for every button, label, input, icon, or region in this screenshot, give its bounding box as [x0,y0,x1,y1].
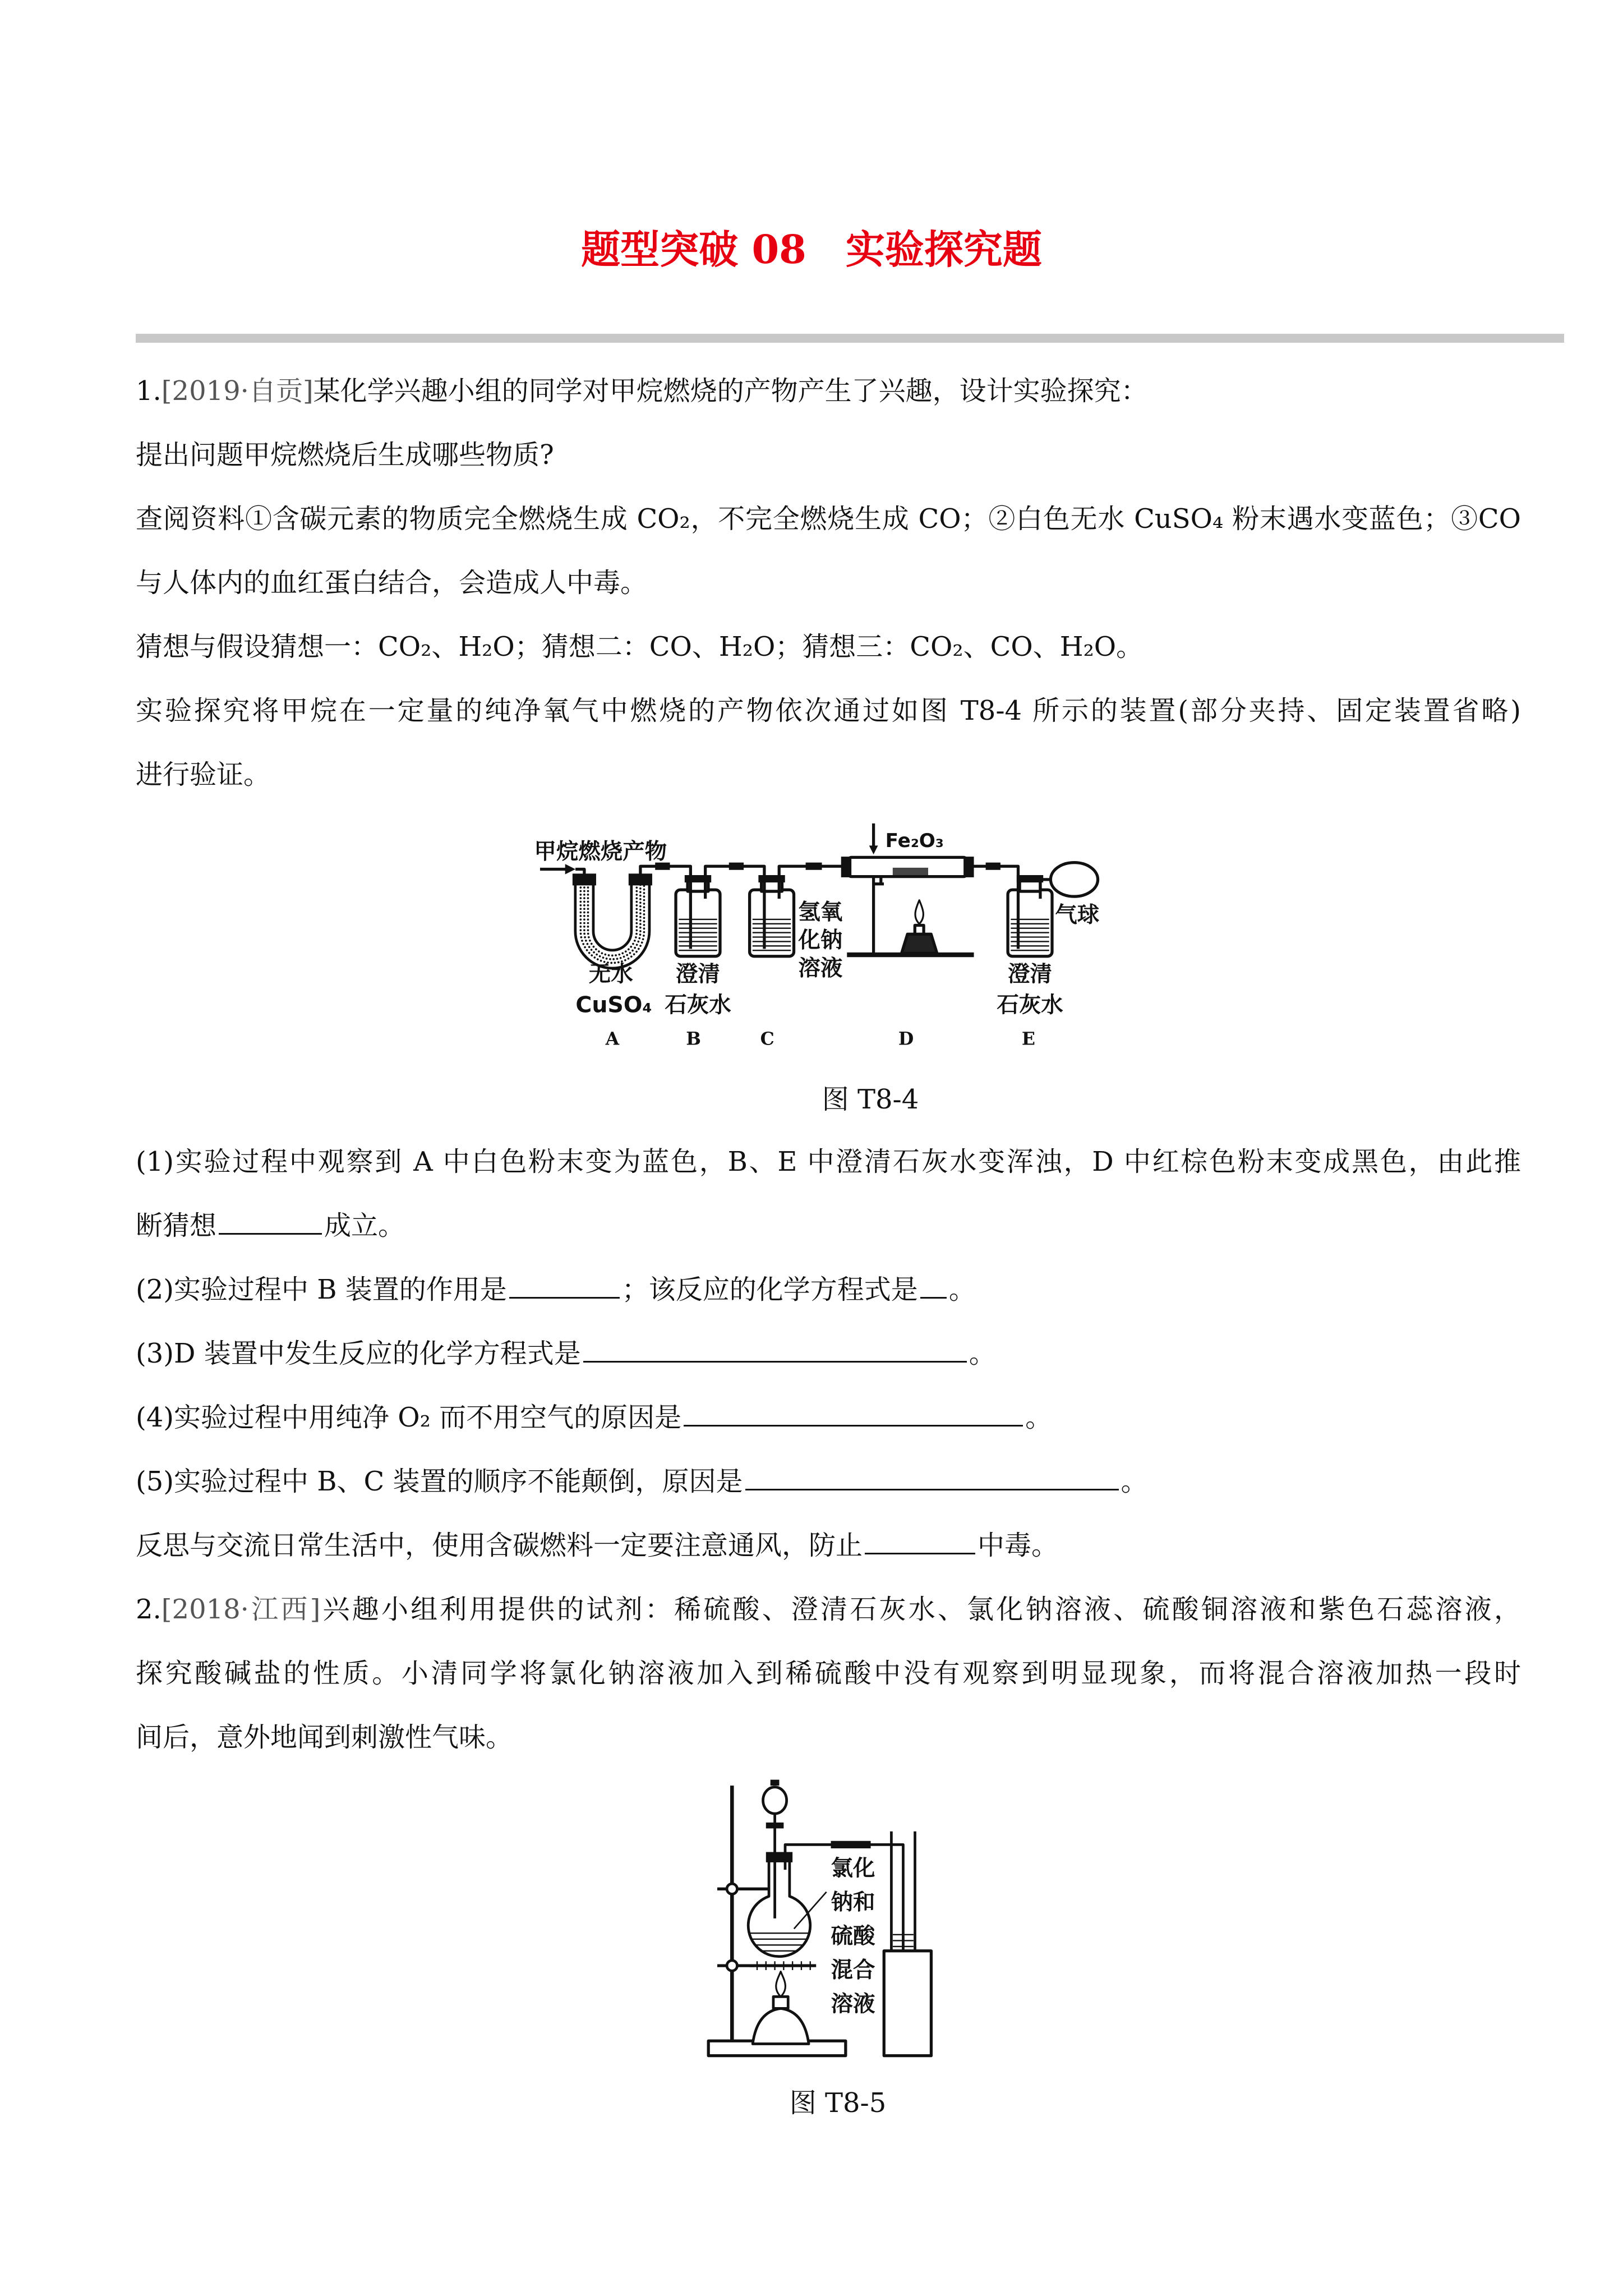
q1-info-line1: 查阅资料①含碳元素的物质完全燃烧生成 CO₂，不完全燃烧生成 CO；②白色无水 CuSO₄ 粉末遇水变蓝色；③CO [136,503,1521,535]
q1-sub4-after: 。 [1025,1402,1053,1433]
label-flask-4: 混合 [831,1957,875,1984]
letter-b: B [686,1028,701,1050]
figure-caption-t8-4: 图 T8-4 [822,1084,919,1115]
label-balloon: 气球 [1055,902,1100,928]
answer-blank [920,1274,947,1299]
q1-sub1-after: 成立。 [324,1210,405,1241]
label-flask-5: 溶液 [831,1991,875,2017]
q2-line2: 探究酸碱盐的性质。小清同学将氯化钠溶液加入到稀硫酸中没有观察到明显现象，而将混合溶液加热一段时 [136,1658,1521,1689]
q1-sub1-line1: (1)实验过程中观察到 A 中白色粉末变为蓝色，B、E 中澄清石灰水变浑浊，D 中红棕色粉末变成黑色，由此推 [136,1146,1521,1177]
page-title: 题型突破 08 实验探究题 [581,226,1042,273]
title-divider [136,334,1564,343]
flask-stopper [766,1852,792,1862]
q1-number: 1. [136,375,162,407]
label-a-2: CuSO₄ [575,992,652,1018]
q1-sub3-after: 。 [969,1338,996,1369]
q1-sub3 [136,1322,996,1386]
q1-problem: 提出问题甲烷燃烧后生成哪些物质? [136,439,554,471]
label-e-2: 石灰水 [997,992,1063,1018]
q1-line-intro [136,359,1148,423]
label-e-1: 澄清 [1008,961,1052,987]
label-flask-3: 硫酸 [831,1923,875,1949]
label-b-1: 澄清 [676,961,720,987]
label-fe2o3: Fe₂O₃ [885,829,944,852]
label-flask-2: 钠和 [831,1889,875,1916]
label-a-1: 无水 [588,961,633,987]
q1-sub1-line2 [136,1194,405,1258]
answer-blank [684,1402,1023,1427]
letter-d: D [898,1028,914,1050]
label-c-3: 溶液 [798,955,843,981]
q1-sub4 [136,1386,1052,1450]
q1-sub5-before: (5)实验过程中 B、C 装置的顺序不能颠倒，原因是 [136,1466,743,1497]
q2-line1-text: 兴趣小组利用提供的试剂：稀硫酸、澄清石灰水、氯化钠溶液、硫酸铜溶液和紫色石蕊溶液， [320,1594,1521,1625]
alcohol-lamp [753,1972,809,2044]
q1-sub4-before: (4)实验过程中用纯净 O₂ 而不用空气的原因是 [136,1402,682,1433]
wire-gauze [750,1961,816,1970]
q1-sub3-before: (3)D 装置中发生反应的化学方程式是 [136,1338,581,1369]
letter-c: C [760,1028,774,1050]
bottle-c [750,880,794,956]
q1-intro: 某化学兴趣小组的同学对甲烷燃烧的产物产生了兴趣，设计实验探究： [313,375,1148,407]
q1-sub5-after: 。 [1121,1466,1148,1497]
q1-source: [2019·自贡] [161,375,313,407]
q2-line1 [136,1577,1521,1641]
figure-t8-5-apparatus [701,1778,937,2066]
q1-hypothesis: 猜想与假设猜想一：CO₂、H₂O；猜想二：CO、H₂O；猜想三：CO₂、CO、H₂O。 [136,631,1144,662]
label-c-2: 化钠 [798,927,843,953]
q2-line3: 间后，意外地闻到刺激性气味。 [136,1722,513,1753]
label-input: 甲烷燃烧产物 [534,839,667,865]
answer-blank [219,1211,322,1235]
answer-blank [583,1338,967,1363]
bottle-e [1008,880,1052,956]
answer-blank [509,1274,620,1299]
q2-number: 2. [136,1594,162,1625]
letter-a: A [605,1028,620,1050]
q1-reflection [136,1513,1058,1577]
q1-sub5 [136,1450,1148,1513]
label-c-1: 氢氧 [798,899,843,925]
balloon [1050,863,1098,897]
q2-source: [2018·江西] [161,1594,321,1625]
q1-reflection-before: 反思与交流日常生活中，使用含碳燃料一定要注意通风，防止 [136,1530,863,1561]
q1-info-line2: 与人体内的血红蛋白结合，会造成人中毒。 [136,567,648,599]
q1-experiment-line1: 实验探究将甲烷在一定量的纯净氧气中燃烧的产物依次通过如图 T8-4 所示的装置(部分夹持、固定装置省略) [136,695,1521,726]
u-tube-a [580,884,644,963]
label-flask-1: 氯化 [831,1855,875,1881]
figure-t8-4-apparatus [531,819,1129,1055]
answer-blank [865,1530,975,1554]
q1-sub1-before: 断猜想 [136,1210,217,1241]
q1-experiment-line2: 进行验证。 [136,759,271,790]
round-bottom-flask [748,1855,810,1957]
label-b-2: 石灰水 [665,992,731,1018]
q1-reflection-after: 中毒。 [978,1530,1059,1561]
q1-sub2-middle: ；该反应的化学方程式是 [621,1274,918,1305]
answer-blank [745,1466,1119,1490]
bottle-b [676,880,720,956]
figure-caption-t8-5: 图 T8-5 [789,2087,887,2119]
q1-sub2 [136,1258,976,1322]
q1-sub2-after: 。 [948,1274,976,1305]
q1-sub2-before: (2)实验过程中 B 装置的作用是 [136,1274,507,1305]
letter-e: E [1021,1028,1035,1050]
